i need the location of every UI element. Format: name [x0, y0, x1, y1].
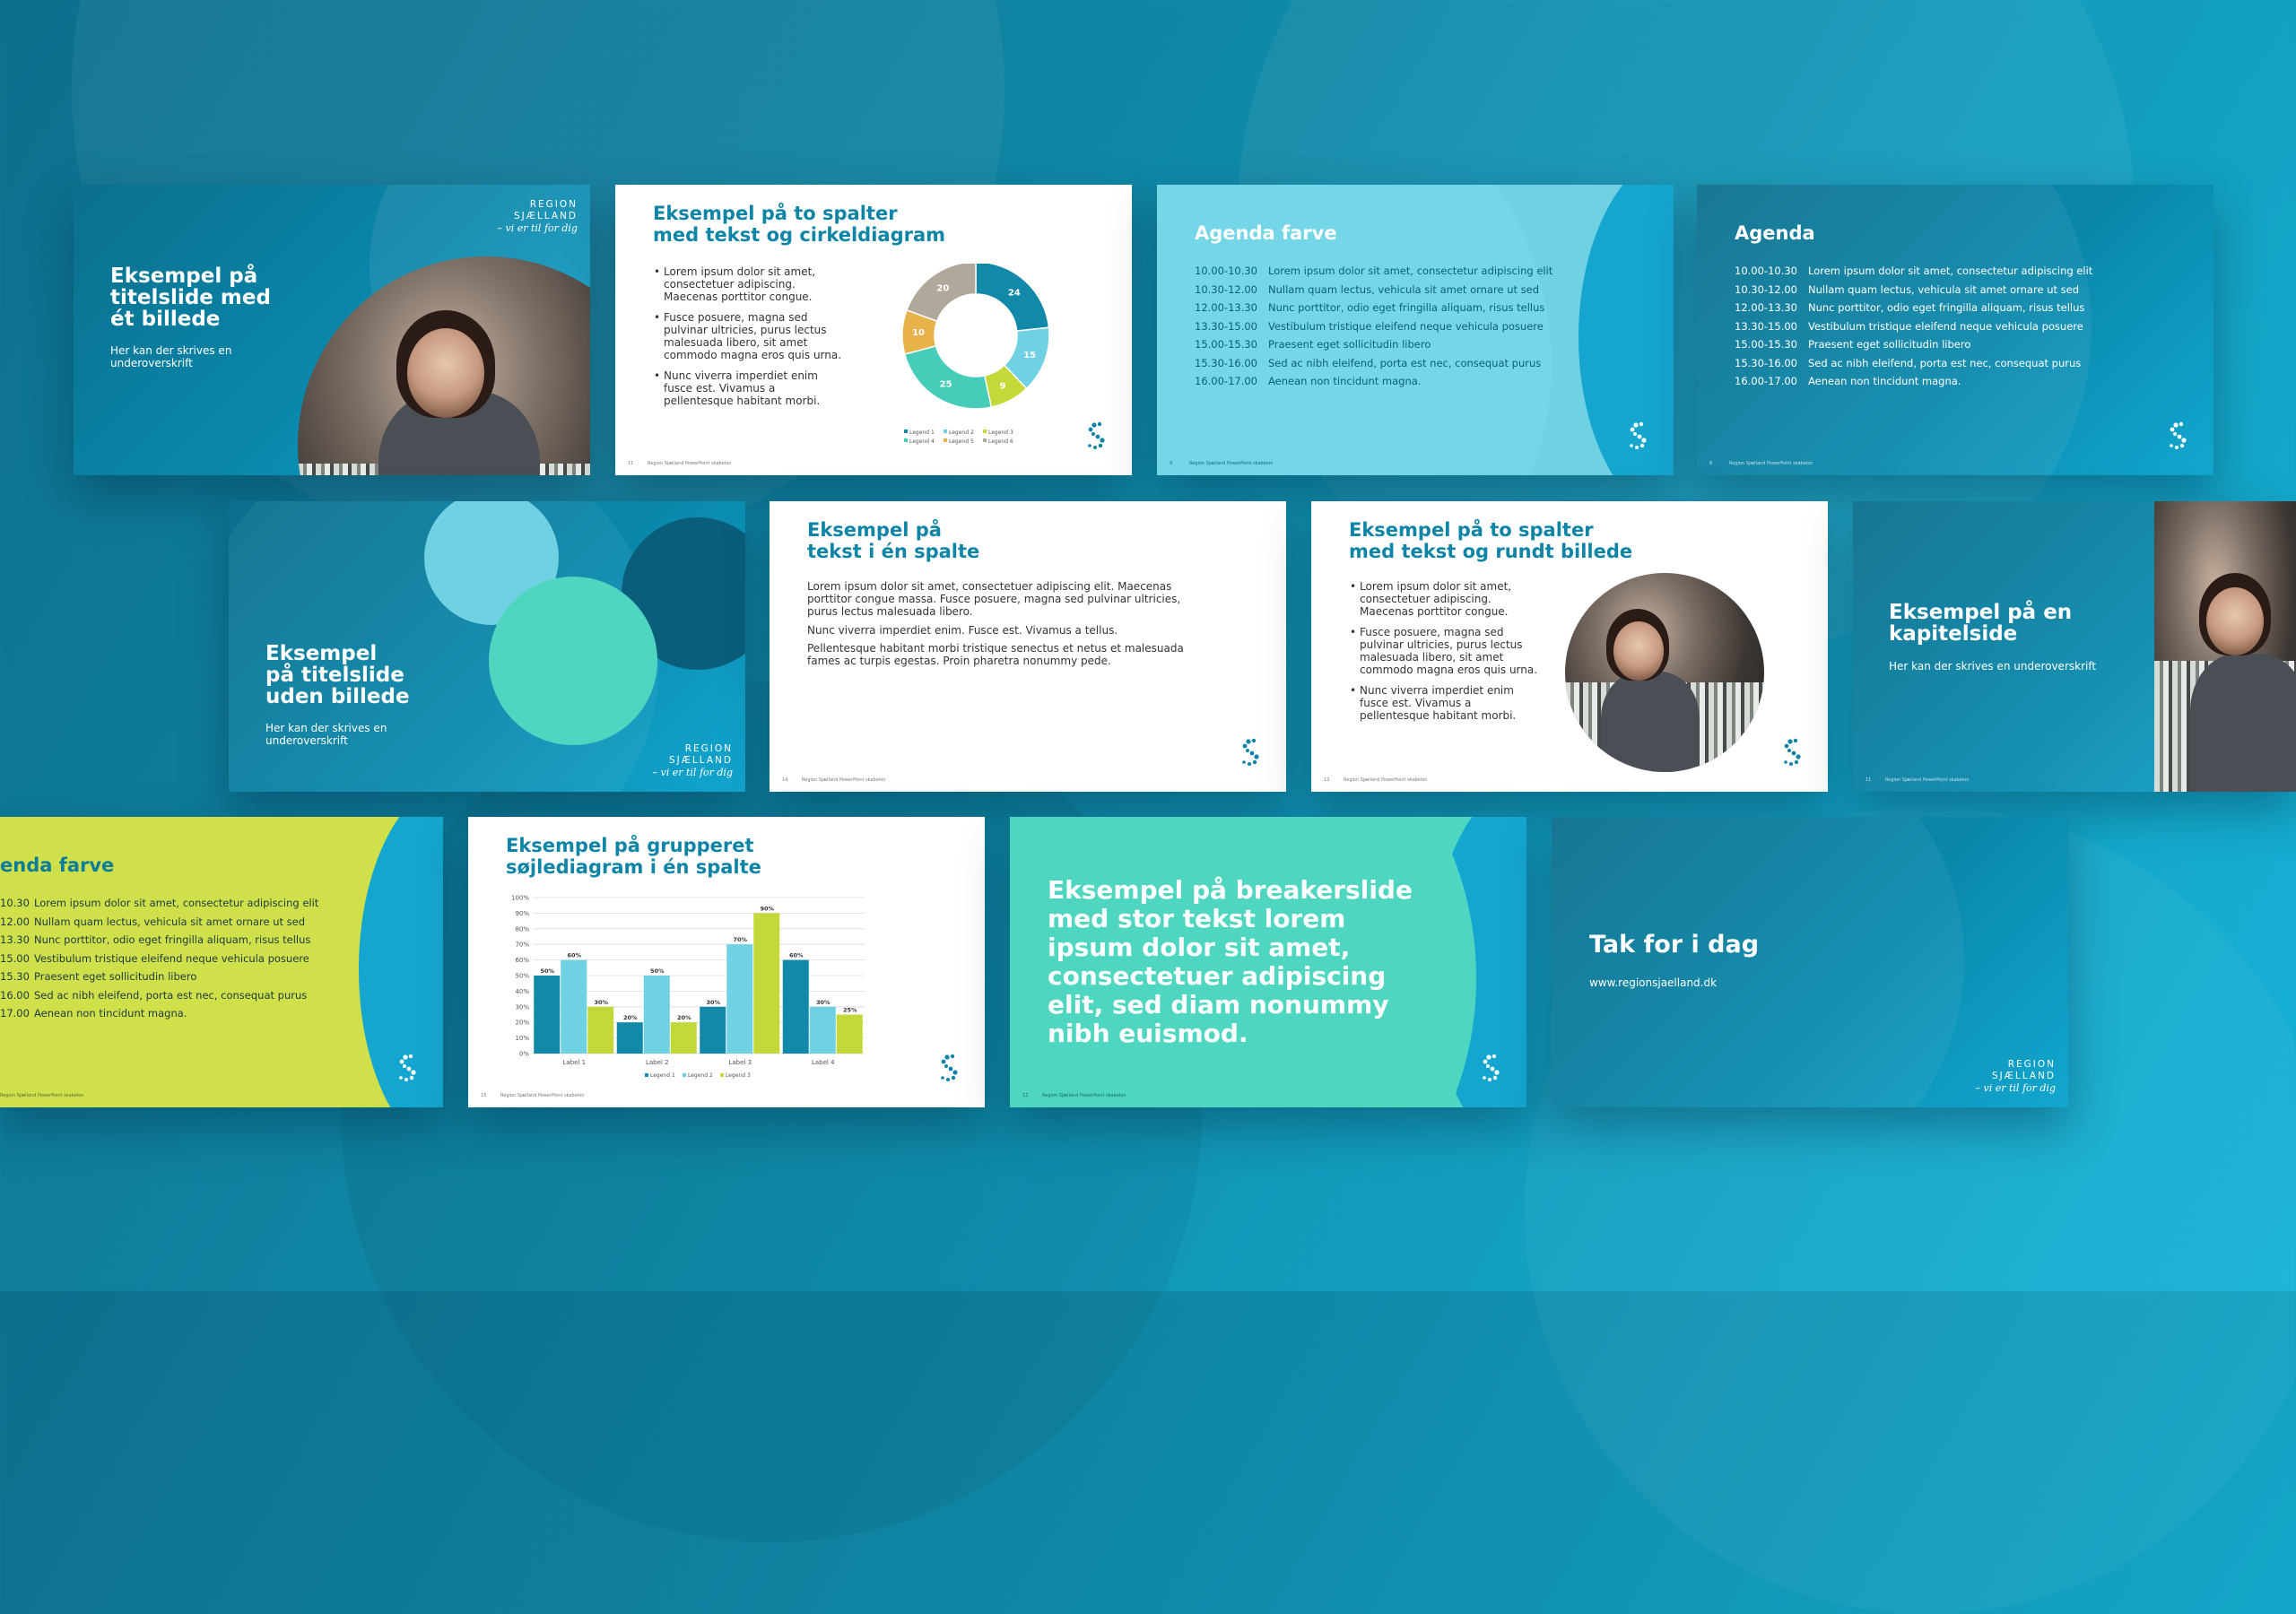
legend-swatch [904, 430, 908, 433]
logo-sjaelland-text: SJÆLLAND [1991, 1071, 2056, 1081]
agenda-row [0, 950, 318, 968]
photo-image [298, 256, 590, 475]
agenda-row [0, 986, 318, 1005]
page-number: 14 [782, 777, 788, 783]
logo-tagline: – vi er til for dig [1975, 1082, 2056, 1094]
page-number: 9 [1170, 461, 1173, 466]
bar-data-label: 60% [788, 951, 804, 959]
slide-title: Eksempel på grupperet søjlediagram i én spalte [506, 835, 761, 878]
slide-title: Agenda [1735, 222, 1815, 244]
legend-swatch [944, 438, 947, 442]
legend-label: Legend 1 [650, 1072, 675, 1079]
paragraph: Lorem ipsum dolor sit amet, consectetuer adipiscing elit. Maecenas porttitor congue massa. Fusce posuere, magna sed pulvinar ultricies, purus lectus malesuada libero. [807, 580, 1181, 618]
slide-subtitle: Her kan der skrives en underoverskrift [110, 344, 232, 369]
bullet-item: • Lorem ipsum dolor sit amet, consectetuer adipiscing. Maecenas porttitor congue. [1360, 580, 1575, 618]
agenda-text: Lorem ipsum dolor sit amet, consectetur adipiscing elit [1268, 265, 1553, 277]
agenda-row [1735, 317, 2092, 336]
donut-chart [886, 264, 1065, 452]
agenda-row [1195, 317, 1552, 336]
agenda-time: 13.30-15.00 [1735, 319, 1797, 333]
y-tick-label: 50% [515, 972, 529, 980]
agenda-row [1195, 281, 1552, 299]
bar [587, 1007, 613, 1054]
page-number: 13 [1324, 777, 1330, 783]
agenda-time: 12.00 [0, 915, 30, 928]
donut-data-label: 15 [1023, 350, 1037, 360]
y-tick-label: 80% [515, 925, 529, 933]
bullet-item: • Nunc viverra imperdiet enim fusce est. Vivamus a pellentesque habitant morbi. [1360, 684, 1575, 722]
bar [617, 1022, 643, 1054]
slide-title: Tak for i dag [1589, 931, 1760, 959]
agenda-time: 15.30-16.00 [1735, 356, 1797, 369]
slide-breaker[interactable] [1010, 817, 1526, 1107]
agenda-text: Aenean non tincidunt magna. [1808, 375, 1961, 387]
y-tick-label: 0% [518, 1050, 529, 1058]
donut-data-label: 10 [912, 328, 926, 339]
decor-circle-teal [489, 577, 657, 745]
slide-grouped-bar-chart[interactable] [468, 817, 985, 1107]
slide-title: Eksempel på to spalter med tekst og rundt billede [1349, 519, 1633, 562]
slide-footer: 8 Region Sjælland PowerPoint skabelon [1709, 461, 1813, 466]
agenda-text: Aenean non tincidunt magna. [1268, 375, 1422, 387]
region-logo [653, 743, 734, 779]
agenda-text: Praesent eget sollicitudin libero [34, 970, 197, 983]
logo-region-text: REGION [529, 199, 578, 210]
agenda-time: 16.00-17.00 [1735, 375, 1797, 387]
agenda-time: 10.30-12.00 [1735, 282, 1797, 296]
agenda-text: Nunc porttitor, odio eget fringilla aliquam, risus tellus [34, 933, 311, 946]
agenda-text: Vestibulum tristique eleifend neque vehicula posuere [34, 951, 309, 965]
bar-data-label: 30% [815, 998, 831, 1006]
y-tick-label: 10% [515, 1035, 529, 1043]
slide-title: Eksempel på titelslide med ét billede [110, 265, 271, 331]
region-logo [498, 199, 578, 235]
agenda-list [0, 894, 318, 1023]
agenda-row [0, 968, 318, 986]
agenda-text: Nullam quam lectus, vehicula sit amet ornare ut sed [1808, 282, 2080, 296]
x-tick-label: Label 3 [728, 1059, 752, 1066]
bar-data-label: 50% [649, 968, 665, 975]
agenda-time: 15.30 [0, 970, 30, 983]
agenda-row [0, 1004, 318, 1023]
legend-swatch [944, 430, 947, 433]
agenda-row [0, 894, 318, 913]
legend-swatch [983, 430, 987, 433]
agenda-text: Vestibulum tristique eleifend neque vehicula posuere [1808, 319, 2083, 333]
logo-s-mark [1241, 738, 1261, 767]
agenda-time: 12.00-13.30 [1735, 301, 1797, 314]
agenda-time: 15.00-15.30 [1195, 338, 1257, 351]
y-tick-label: 60% [515, 957, 529, 965]
logo-region-text: REGION [684, 743, 733, 754]
logo-s-mark [1087, 421, 1107, 450]
bar [561, 960, 587, 1054]
agenda-row [1195, 335, 1552, 354]
page-number: 15 [481, 1093, 487, 1098]
agenda-time: 17.00 [0, 1007, 30, 1020]
logo-tagline: – vi er til for dig [497, 222, 578, 234]
y-tick-label: 100% [510, 894, 529, 902]
agenda-time: 10.00-10.30 [1735, 265, 1797, 277]
slide-footer: 15 Region Sjælland PowerPoint skabelon [481, 1093, 585, 1098]
x-tick-label: Label 2 [645, 1059, 669, 1066]
agenda-text: Sed ac nibh eleifend, porta est nec, consequat purus [1268, 356, 1542, 369]
donut-data-label: 9 [999, 381, 1006, 392]
slide-title: Eksempel på breakerslide med stor tekst lorem ipsum dolor sit amet, consectetuer adipiscing elit, sed diam nonummy nibh euismod. [1048, 875, 1413, 1048]
bar [671, 1022, 697, 1054]
agenda-row [1735, 281, 2092, 299]
agenda-text: Nunc porttitor, odio eget fringilla aliquam, risus tellus [1268, 301, 1545, 314]
agenda-row [1735, 299, 2092, 317]
x-tick-label: Label 1 [562, 1059, 587, 1066]
paragraph: Pellentesque habitant morbi tristique senectus et netus et malesuada fames ac turpis egestas. Proin pharetra nonummy pede. [807, 642, 1184, 667]
bar-data-label: 30% [706, 998, 721, 1006]
x-tick-label: Label 4 [811, 1059, 835, 1066]
slide-thank-you[interactable] [1552, 817, 2068, 1107]
slide-two-columns-round-image[interactable] [1311, 501, 1828, 792]
agenda-time: 15.00 [0, 951, 30, 965]
donut-slice [905, 346, 992, 409]
agenda-time: 12.00-13.30 [1195, 301, 1257, 314]
slide-footer: 14 Region Sjælland PowerPoint skabelon [782, 777, 886, 783]
slide-footer: Region Sjælland PowerPoint skabelon [0, 1093, 84, 1098]
slide-agenda-color[interactable] [1157, 185, 1674, 475]
slide-text-one-column[interactable] [770, 501, 1286, 792]
agenda-time: 13.30 [0, 933, 30, 946]
legend-swatch [720, 1073, 724, 1077]
bar [644, 976, 670, 1054]
agenda-row [1195, 354, 1552, 373]
legend-label: Legend 1 [909, 430, 935, 436]
y-tick-label: 30% [515, 1003, 529, 1011]
bullet-item: • Fusce posuere, magna sed pulvinar ultricies, purus lectus malesuada libero, sit amet commodo magna eros quis urna. [664, 311, 879, 361]
agenda-row [1735, 262, 2092, 281]
bar [700, 1007, 726, 1054]
agenda-row [1735, 372, 2092, 391]
slide-footer: 13 Region Sjælland PowerPoint skabelon [1324, 777, 1428, 783]
decor-circle [1552, 817, 1964, 1107]
paragraph: Nunc viverra imperdiet enim. Fusce est. Vivamus a tellus. [807, 624, 1118, 637]
logo-tagline: – vi er til for dig [652, 767, 733, 778]
bullet-item: • Fusce posuere, magna sed pulvinar ultricies, purus lectus malesuada libero, sit amet commodo magna eros quis urna. [1360, 626, 1575, 676]
bullet-item: • Nunc viverra imperdiet enim fusce est. Vivamus a pellentesque habitant morbi. [664, 369, 879, 407]
logo-s-mark [2169, 421, 2188, 450]
legend-label: Legend 2 [688, 1072, 713, 1079]
legend-swatch [983, 438, 987, 442]
donut-data-label: 24 [1007, 288, 1021, 299]
donut-data-label: 20 [936, 283, 950, 294]
slide-footer: 9 Region Sjælland PowerPoint skabelon [1170, 461, 1274, 466]
region-logo [1976, 1059, 2057, 1095]
legend-swatch [683, 1073, 686, 1077]
slide-title: Eksempel på to spalter med tekst og cirkeldiagram [653, 203, 946, 246]
agenda-row [1195, 299, 1552, 317]
legend-label: Legend 2 [949, 430, 974, 436]
y-tick-label: 90% [515, 909, 529, 917]
bar [810, 1007, 836, 1054]
bar-data-label: 70% [733, 936, 748, 944]
slide-title-with-image[interactable] [74, 185, 590, 475]
bullet-list [1349, 580, 1575, 730]
bullet-list [653, 265, 879, 415]
agenda-row [1195, 262, 1552, 281]
legend-label: Legend 3 [726, 1072, 751, 1079]
page-number: 11 [628, 461, 634, 466]
bar-data-label: 30% [594, 998, 609, 1006]
bar-chart [495, 889, 908, 1104]
background-circle [341, 681, 1202, 1542]
agenda-text: Nunc porttitor, odio eget fringilla aliquam, risus tellus [1808, 301, 2085, 314]
slide-chapter[interactable] [1853, 501, 2296, 792]
bar [837, 1015, 863, 1054]
photo-image [2154, 501, 2296, 792]
slide-title: Agenda farve [1195, 222, 1337, 244]
slide-title-no-image[interactable] [229, 501, 745, 792]
agenda-row [1195, 372, 1552, 391]
decor-circle [1578, 185, 1674, 475]
legend-swatch [904, 438, 908, 442]
slide-subtitle: Her kan der skrives en underoverskrift [1889, 660, 2097, 672]
agenda-text: Lorem ipsum dolor sit amet, consectetur adipiscing elit [1808, 265, 2093, 277]
agenda-time: 16.00-17.00 [1195, 375, 1257, 387]
agenda-text: Praesent eget sollicitudin libero [1268, 338, 1431, 351]
logo-s-mark [1783, 738, 1803, 767]
bar-data-label: 60% [567, 951, 582, 959]
y-tick-label: 70% [515, 941, 529, 949]
slide-agenda[interactable] [1697, 185, 2213, 475]
page-number: 8 [1709, 461, 1713, 466]
agenda-time: 16.00 [0, 988, 30, 1002]
slide-footer: 12 Region Sjælland PowerPoint skabelon [1022, 1093, 1126, 1098]
bar [534, 976, 560, 1054]
slide-subtitle: Her kan der skrives en underoverskrift [265, 722, 387, 747]
slide-title: enda farve [0, 855, 115, 876]
bullet-item: • Lorem ipsum dolor sit amet, consectetuer adipiscing. Maecenas porttitor congue. [664, 265, 879, 303]
agenda-time: 15.30-16.00 [1195, 356, 1257, 369]
agenda-row [1735, 354, 2092, 373]
agenda-row [0, 913, 318, 932]
legend-label: Legend 3 [988, 430, 1013, 436]
bar [726, 944, 752, 1054]
legend-label: Legend 5 [949, 438, 974, 445]
logo-sjaelland-text: SJÆLLAND [513, 211, 578, 221]
agenda-text: Vestibulum tristique eleifend neque vehicula posuere [1268, 319, 1544, 333]
bar-data-label: 20% [622, 1014, 638, 1022]
agenda-text: Nullam quam lectus, vehicula sit amet ornare ut sed [34, 915, 306, 928]
y-tick-label: 40% [515, 987, 529, 995]
agenda-row [1735, 335, 2092, 354]
bar [753, 913, 779, 1054]
agenda-time: 15.00-15.30 [1735, 338, 1797, 351]
agenda-time: 10.30 [0, 897, 30, 909]
slide-footer: 11 Region Sjælland PowerPoint skabelon [1866, 777, 1970, 783]
bar-data-label: 20% [676, 1014, 691, 1022]
page-number: 11 [1866, 777, 1872, 783]
slide-footer: 11 Region Sjælland PowerPoint skabelon [628, 461, 732, 466]
legend-label: Legend 6 [988, 438, 1013, 445]
logo-region-text: REGION [2007, 1059, 2056, 1070]
agenda-list [1735, 262, 2092, 391]
donut-data-label: 25 [939, 379, 952, 390]
agenda-list [1195, 262, 1552, 391]
slide-title: Eksempel på titelslide uden billede [265, 642, 410, 708]
logo-s-mark [940, 1054, 960, 1082]
agenda-time: 10.30-12.00 [1195, 282, 1257, 296]
slide-title: Eksempel på en kapitelside [1889, 601, 2073, 646]
agenda-text: Sed ac nibh eleifend, porta est nec, consequat purus [34, 988, 308, 1002]
agenda-text: Aenean non tincidunt magna. [34, 1007, 187, 1020]
round-photo-image [1565, 573, 1764, 772]
logo-s-mark [398, 1054, 418, 1082]
agenda-text: Lorem ipsum dolor sit amet, consectetur adipiscing elit [34, 897, 319, 909]
legend-label: Legend 4 [909, 438, 935, 445]
website-url: www.regionsjaelland.dk [1589, 976, 1718, 989]
logo-sjaelland-text: SJÆLLAND [668, 755, 733, 766]
agenda-time: 13.30-15.00 [1195, 319, 1257, 333]
y-tick-label: 20% [515, 1019, 529, 1027]
legend-swatch [645, 1073, 648, 1077]
slide-title: Eksempel på tekst i én spalte [807, 519, 980, 562]
bar [783, 960, 809, 1054]
agenda-row [0, 931, 318, 950]
agenda-text: Sed ac nibh eleifend, porta est nec, consequat purus [1808, 356, 2082, 369]
slide-two-columns-donut[interactable] [615, 185, 1132, 475]
slide-agenda-lime[interactable] [0, 817, 443, 1107]
logo-s-mark [1482, 1054, 1501, 1082]
logo-s-mark [1629, 421, 1648, 450]
bar-data-label: 25% [842, 1006, 857, 1014]
bar-data-label: 90% [760, 905, 775, 913]
bar-data-label: 50% [540, 968, 555, 975]
agenda-text: Nullam quam lectus, vehicula sit amet ornare ut sed [1268, 282, 1540, 296]
agenda-time: 10.00-10.30 [1195, 265, 1257, 277]
page-number: 12 [1022, 1093, 1029, 1098]
agenda-text: Praesent eget sollicitudin libero [1808, 338, 1971, 351]
